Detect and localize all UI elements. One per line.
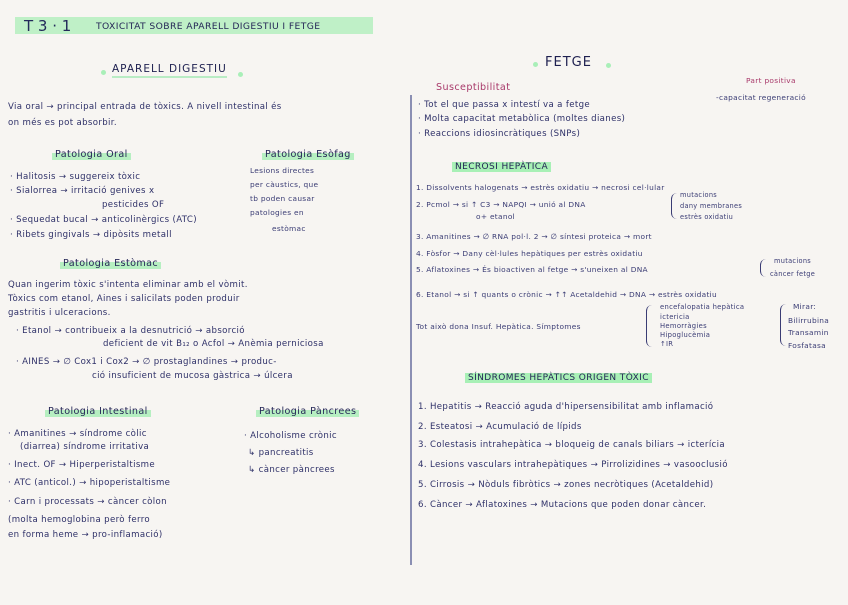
necrosi-item: 4. Fòsfor → Dany cèl·lules hepàtiques per estrès oxidatiu (416, 249, 643, 258)
esofag-line: estòmac (272, 224, 306, 233)
intestinal-line: · Amanitines → síndrome còlic (8, 429, 147, 439)
marcador: Transamin (788, 328, 829, 337)
estomac-etanol-line: · Etanol → contribueix a la desnutrició → absorció (16, 326, 245, 336)
susceptibilitat-line: · Molta capacitat metabòlica (moltes dianes) (418, 114, 626, 124)
decor-dot (238, 72, 243, 77)
simptoma: Hipoglucèmia (660, 331, 711, 339)
marcador: Mirar: (793, 302, 817, 311)
necrosi-item: 6. Etanol → si ↑ quants o crònic → ↑↑ Acetaldehid → DNA → estrès oxidatiu (416, 290, 718, 299)
estomac-line: Quan ingerim tòxic s'intenta eliminar amb el vòmit. (8, 280, 248, 290)
marcador: Bilirrubina (788, 316, 830, 325)
oral-line: · Halitosis → suggereix tòxic (10, 172, 141, 182)
topic-aparell-digestiu: APARELL DIGESTIU (112, 63, 227, 78)
heading-patologia-intestinal: Patologia Intestinal (45, 406, 151, 417)
decor-dot (606, 63, 611, 68)
susceptibilitat-line: · Tot el que passa x intestí va a fetge (418, 100, 591, 110)
heading-patologia-oral: Patologia Oral (52, 149, 131, 160)
esofag-line: tb poden causar (250, 194, 315, 203)
sindrome-item: 5. Cirrosis → Nòduls fibròtics → zones necròtiques (Acetaldehid) (418, 480, 714, 490)
insuf-hepatica-line: Tot això dona Insuf. Hepàtica. Símptomes (416, 322, 581, 331)
sindrome-item: 6. Càncer → Aflatoxines → Mutacions que poden donar càncer. (418, 500, 707, 510)
part-positiva-line: -capacitat regeneració (716, 93, 806, 102)
oral-line: · Sialorrea → irritació genives x (10, 186, 155, 196)
heading-patologia-esofag: Patologia Esòfag (262, 149, 354, 160)
decor-dot (533, 62, 538, 67)
sindrome-item: 2. Esteatosi → Acumulació de lípids (418, 422, 582, 432)
necrosi-item: o+ etanol (476, 212, 515, 221)
marcadors-bracket (780, 304, 787, 346)
estomac-line: gastritis i ulceracions. (8, 308, 111, 318)
intestinal-line: (molta hemoglobina però ferro (8, 515, 151, 525)
topic-fetge: FETGE (545, 55, 592, 70)
heading-part-positiva: Part positiva (746, 76, 796, 85)
necrosi-item: 3. Amanitines → ∅ RNA pol·l. 2 → ∅ síntesi proteica → mort (416, 232, 652, 241)
oral-line: pesticides OF (102, 200, 165, 210)
pcmol-bracket (671, 193, 678, 219)
unit-label: T 3 · 1 (24, 17, 72, 35)
oral-line: · Sequedat bucal → anticolinèrgics (ATC) (10, 215, 197, 225)
oral-line: · Ribets gingivals → dipòsits metall (10, 230, 172, 240)
pcmol-effect: dany membranes (680, 202, 743, 210)
necrosi-item: 5. Aflatoxines → És bioactiven al fetge → s'uneixen al DNA (416, 265, 648, 274)
heading-patologia-estomac: Patologia Estòmac (60, 258, 161, 269)
intro-line: on més es pot absorbir. (8, 118, 117, 128)
pancrees-line: ↳ pancreatitis (248, 448, 314, 458)
simptoma: encefalopatia hepàtica (660, 303, 745, 311)
esofag-line: per càustics, que (250, 180, 319, 189)
sindrome-item: 1. Hepatitis → Reacció aguda d'hipersensibilitat amb inflamació (418, 402, 714, 412)
estomac-line: Tòxics com etanol, Aines i salicilats poden produir (8, 294, 240, 304)
marcador: Fosfatasa (788, 341, 826, 350)
necrosi-item: 2. Pcmol → si ↑ C3 → NAPQI → unió al DNA (416, 200, 586, 209)
simptomes-bracket (646, 305, 655, 347)
estomac-aines-line: · AINES → ∅ Cox1 i Cox2 → ∅ prostaglandines → produc- (16, 357, 277, 367)
intro-line: Via oral → principal entrada de tòxics. A nivell intestinal és (8, 102, 282, 112)
esofag-line: patologies en (250, 208, 304, 217)
simptoma: ictericia (660, 313, 690, 321)
heading-necrosi-hepatica: NECROSI HEPÀTICA (452, 162, 551, 172)
intestinal-line: · ATC (anticol.) → hipoperistaltisme (8, 478, 171, 488)
heading-susceptibilitat: Susceptibilitat (436, 82, 511, 93)
decor-dot (101, 70, 106, 75)
column-divider (410, 95, 412, 565)
aflatox-bracket (760, 259, 767, 277)
intestinal-line: (diarrea) síndrome irritativa (20, 442, 150, 452)
pcmol-effect: mutacions (680, 191, 718, 199)
simptoma: ↑IR (660, 340, 674, 348)
pcmol-effect: estrès oxidatiu (680, 213, 734, 221)
heading-patologia-pancrees: Patologia Pàncrees (256, 406, 359, 417)
sindrome-item: 4. Lesions vasculars intrahepàtiques → Pirrolizidines → vasooclusió (418, 460, 728, 470)
necrosi-item: 1. Dissolvents halogenats → estrès oxidatiu → necrosi cel·lular (416, 183, 665, 192)
aflatox-effect: càncer fetge (770, 270, 816, 278)
intestinal-line: · Carn i processats → càncer còlon (8, 497, 167, 507)
simptoma: Hemorràgies (660, 322, 707, 330)
pancrees-line: · Alcoholisme crònic (244, 431, 337, 441)
aflatox-effect: mutacions (774, 257, 812, 265)
heading-sindromes-hepatics: SÍNDROMES HEPÀTICS ORIGEN TÒXIC (465, 373, 652, 383)
esofag-line: Lesions directes (250, 166, 315, 175)
estomac-aines-line: ció insuficient de mucosa gàstrica → úlcera (92, 371, 293, 381)
intestinal-line: en forma heme → pro-inflamació) (8, 530, 163, 540)
intestinal-line: · Inect. OF → Hiperperistaltisme (8, 460, 156, 470)
pancrees-line: ↳ càncer pàncrees (248, 465, 335, 475)
page-title: TOXICITAT SOBRE APARELL DIGESTIU I FETGE (96, 21, 321, 32)
sindrome-item: 3. Colestasis intrahepàtica → bloqueig de canals biliars → icterícia (418, 440, 725, 450)
estomac-etanol-line: deficient de vit B₁₂ o Acfol → Anèmia perniciosa (103, 339, 324, 349)
susceptibilitat-line: · Reaccions idiosincràtiques (SNPs) (418, 129, 581, 139)
